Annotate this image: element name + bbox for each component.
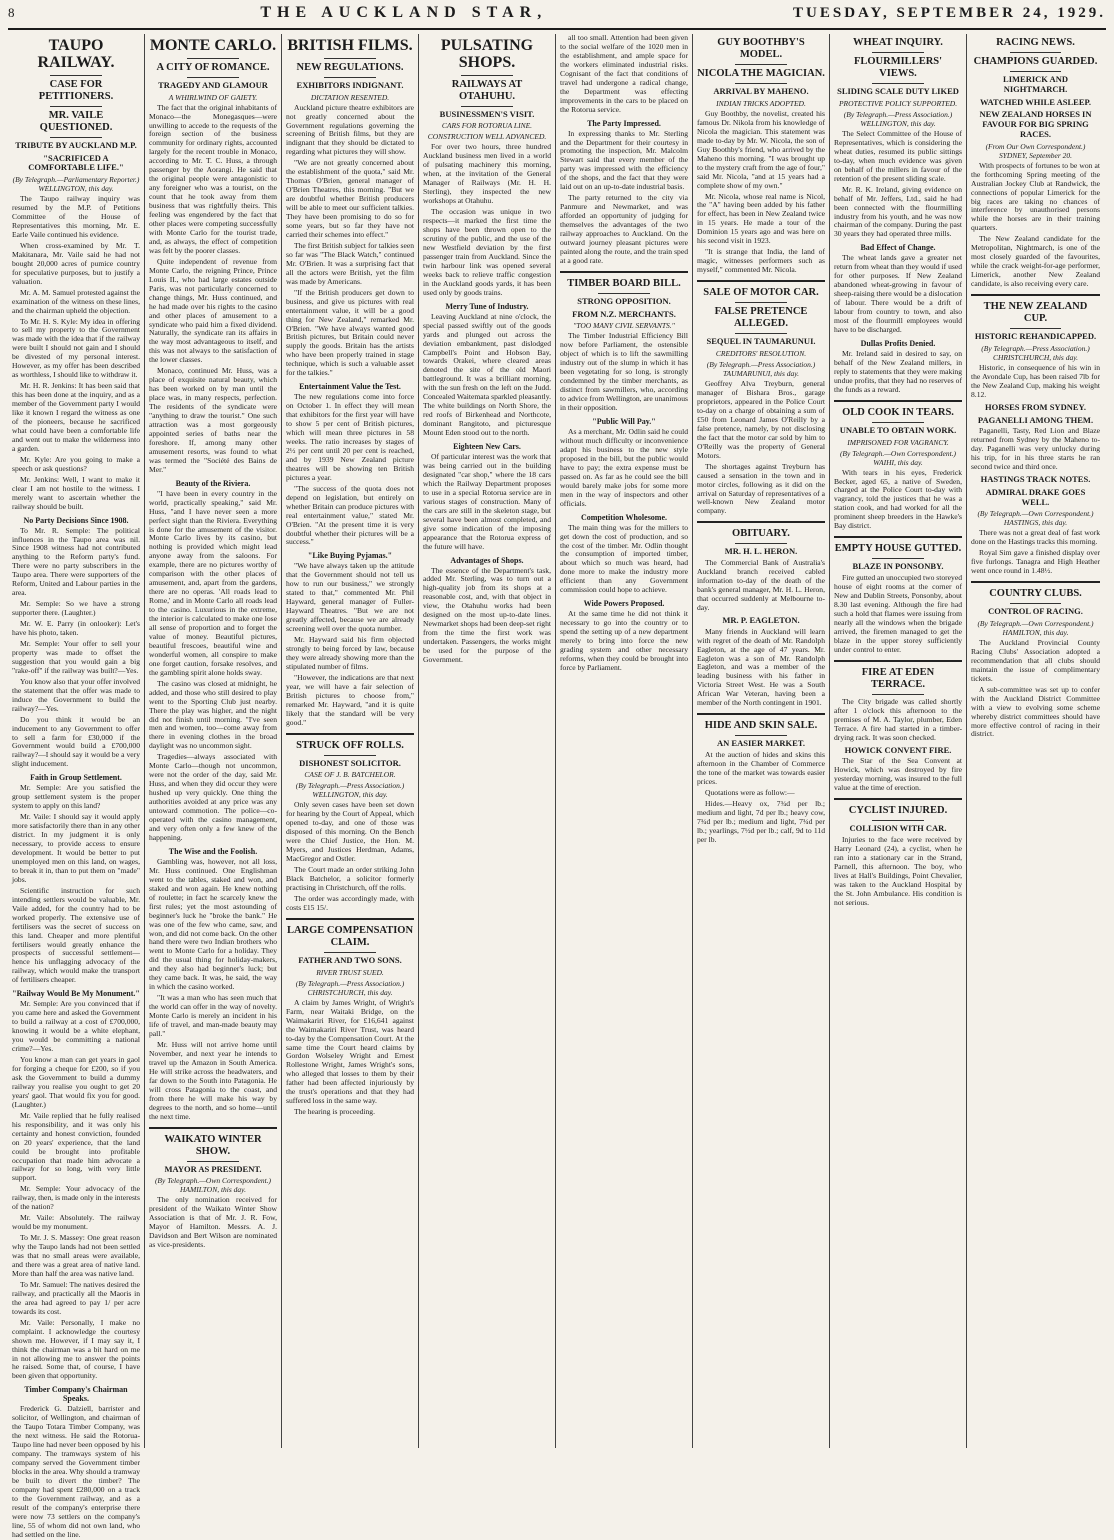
headline-rule [872,820,923,821]
subheadline: STRONG OPPOSITION. [577,295,671,306]
paragraph: The Taupo railway inquiry was resumed by the M.P. of Petitions Committee of the House of Representatives this morning, Mr. E. Earle Vaile continued his evidence. [12,194,140,239]
paragraph: "We are not greatly concerned about the establishment of the quota," said Mr. Thomas O'Brien, general manager of O'Brien Theatres, this morning. "But we are doubtful whether British producers will be able to meet our sufficient talkies. They have been promising to do so for some years, but so far they have not carried their schemes into effect." [286,158,414,239]
headline-rule [1010,603,1062,604]
paragraph: Mr. Jenkins: Well, I want to make it clear I am not hostile to the witness. I merely want to ascertain whether the railway should be built. [12,474,140,511]
paragraph: Injuries to the face were received by Harry Leonard (24), a cyclist, when he ran into a stationary car in the Strand, Parnell, this afternoon. The boy, who lives at Hall's Buildings, Point Chevalier, was taken to the Auckland Hospital by the St. John Ambulance. His condition is not serious. [834,834,962,907]
section-subhead: Faith in Group Settlement. [30,773,122,783]
paragraph: Do you think it would be an inducement to any Government to offer to sell a farm for £30,000 if the Government would build a £700,000 railway?—I should say it would be a very slight inducement. [12,714,140,769]
paragraph: The main thing was for the millers to get down the cost of production, and so the cost of the timber. Mr. Odlin thought the consumption of imported timber, about which so much was heard, had done more to make the industry more efficient than any Government commission could hope to achieve. [560,522,688,595]
masthead [8,4,1106,30]
paragraph: Mr. Vaile: Personally, I make no complaint. I acknowledge the courtesy shown me. However, if I may say it, I think the chairman was a bit hard on me in not allowing me to answer the points he raised. Some that, of course, I have been given that opportunity. [12,1317,140,1381]
dateline: (By Telegraph.—Own Correspondent.) HASTINGS, this day. [977,509,1094,528]
paragraph: Only seven cases have been set down for hearing by the Court of Appeal, which opened to-day, and one of those was disposed of this morning. On the Bench were the Chief Justice, the Hon. M. Myers, and Justices Herdman, Adams, MacGregor and Ostler. [286,800,414,864]
paragraph: Gambling was, however, not all loss, Mr. Huss continued. One Englishman went to the tables, staked and won, and staked and won again. He knew nothing of roulette; in fact he scarcely knew the first rules; yet the most astounding of beginner's luck he "broke the bank." He was one of the few who came, saw, and won, and did not come back. On the other hand there were two Indian brothers who went to Monte Carlo for a holiday. They did the usual thing for holiday-makers, and they also had beginner's luck; but they came back. It was, he said, the way in which the casino worked. [149,856,277,992]
dateline: INDIAN TRICKS ADOPTED. [716,98,806,108]
paragraph: The casino was closed at midnight, he added, and those who still desired to play went to the Sporting Club just nearby. There the play was higher, and the night did not finish until morning. "I've seen men and women, too—come away from there in evening clothes in the broad daylight was no uncommon sight. [149,678,277,751]
section-subhead: Timber Company's Chairman Speaks. [24,1385,128,1404]
paragraph: There was not a great deal of fast work done on the Hastings tracks this morning. [971,528,1100,547]
section-subhead: Wide Powers Proposed. [583,599,665,609]
paragraph: Mr. R. K. Ireland, giving evidence on behalf of Mr. Jeffers, Ltd., said he had been connected with the flourmilling industry from his youth, and he was now chairman of the company. During the past 30 years they had operated three mills. [834,184,962,239]
paragraph: Mr. Semple: So we have a strong supporter there. (Laughter.) [12,599,140,618]
column-1 [8,34,145,1539]
paragraph: To Mr. R. Semple: The political influences in the Taupo area was nil. Since 1908 witness had not contributed anything to the Reform party's fund. There were no party subscribers in the Taupo area. There were supporters of the Reform, United and Labour parties in the area. [12,525,140,598]
section-subhead: The Party Impressed. [587,118,661,128]
headline: MONTE CARLO. [149,37,277,54]
paragraph: You know a man can get years in gaol for forging a cheque for £200, so if you ask the Government to build a dummy railway you realise you ought to get 20 years' gaol. That would fix you for good. (Laughter.) [12,1055,140,1109]
headline-rule [50,137,101,138]
column-rule [697,280,825,282]
dateline: (From Our Own Correspondent.) SYDNEY, September 20. [985,141,1086,160]
headline: OBITUARY. [732,528,790,540]
paragraph: The wheat lands gave a greater net return from wheat than they would if used for other purposes. If New Zealand abandoned wheat-growing in favour of sheep-raising there would be a dislocation of labour. There would be a drift of labour from country to town, and also most of the flourmill employees would have to be discharged. [834,253,963,335]
headline-rule [1010,71,1062,72]
headline: WHEAT INQUIRY. [853,37,943,48]
headline-rule [187,77,238,78]
headline: CHAMPIONS GUARDED. [973,56,1098,68]
dateline: (By Telegraph.—Own Correspondent.) HAMILTON, this day. [154,1176,272,1195]
dateline: (By Telegraph.—Press Association.) CHRISTCHURCH, this day. [295,978,405,997]
paragraph: Geoffrey Alva Treyburn, general manager of Bishara Bros., garage proprietors, appeared in the Police Court to-day on a charge of obtaining a sum of £50 from Leonard James O'Reilly by a false pretence, namely, by not disclosing the fact that the motor car sold by him to O'Reilly was the property of General Motors. [697,379,825,460]
subheadline: ARRIVAL BY MAHENO. [713,86,809,97]
paragraph: Mr. Semple: Your advocacy of the railway, then, is made only in the interests of the nation? [12,1184,140,1212]
paragraph: A sub-committee was set up to confer with the Auckland District Committee with a view to evolving some scheme whereby district committees should have more effective control of racing in their district. [971,684,1100,739]
paragraph: Mr. Vaile: I should say it would apply more satisfactorily there than in any other district. In my judgment it is only necessary, to provide access to ensure development. It would be better to put unemployed men on this land, on wages, to break it in, than to put them on "made" jobs. [12,812,140,884]
paragraph: Mr. Vaile replied that he fully realised his responsibility, and it was only his certainty and honest conviction, founded on 20 years' experience, that the land could be brought into profitable occupation that made him advocate a railway for so long, with very little support. [12,1110,140,1183]
paragraph: Guy Boothby, the novelist, created his famous Dr. Nikola from his knowledge of Nicola the magician. This statement was made to-day by Mr. W. Nicola, the son of Guy Boothby's friend, who arrived by the Maheno this morning. "I was brought up to the mystery craft from the age of four," said Mr. Nicola, "and at 15 years had a complete show of my own." [697,108,825,190]
headline: THE NEW ZEALAND CUP. [983,301,1088,325]
paragraph: Mr. Huss will not arrive home until November, and next year he intends to travel up the Amazon in South America. He will strike across the headwaters, and far down to the South into Patagonia. He will cross Patagonia to the coast, and from there he will make his way by degrees to the north, and so home—until the next time. [149,1039,277,1121]
paragraph: "The success of the quota does not depend on legislation, but entirely on whether Britain can produce pictures with real entertainment value," stated Mr. O'Brien. "At the present time it is very doubtful whether their pictures will be a success." [286,483,414,547]
paragraph: Tragedies—always associated with Monte Carlo—though not uncommon, were not the order of the day, said Mr. Huss, and when they did occur they were hushed up very quickly. One thing the authorities avoided at any price was any untoward commotion. The police—co-operated with the casino management, and very often only a few knew of the happening. [149,752,277,842]
section-subhead: Beauty of the Riviera. [175,478,251,488]
headline-rule [187,58,238,59]
issue-date: TUESDAY, SEPTEMBER 24, 1929. [793,5,1106,21]
paragraph: For over two hours, three hundred Auckland business men lived in a world of pulsating machinery this morning, when, at the invitation of the General Manager of Railways (Mr. H. H. Sterling), they inspected the new workshops at Otahuhu. [423,142,551,206]
subheadline: UNABLE TO OBTAIN WORK. [839,424,957,435]
paragraph: The occasion was unique in two respects—it marked the first time the shops have been thrown open to the scrutiny of the public, and the use of the new Westfield deviation by the first passenger train from Auckland. Since the twin harbour link was opened several weeks back to relieve traffic congestion in the Auckland goods yards, it has been used only by goods trains. [423,207,551,297]
headline-rule [324,952,375,953]
subheadline: HISTORIC REHANDICAPPED. [974,331,1097,342]
paragraph: To Mr. H. S. Kyle: My idea in offering to sell my property to the Government was made with the idea that if the railway were built I should not gain and I should be divested of my personal interest. However, as my offer has been described as worthless, I should like to withdraw it. [12,316,140,380]
column-rule [697,713,825,715]
dateline: DICTATION RESENTED. [310,92,390,102]
paragraph: "We have always taken up the attitude that the Government should not tell us how to run our business," we strongly stated to that," commented Mr. Phil Hayward, general manager of Fuller-Hayward Theatres. "But we are not greatly affected, because we are already screening well over the quota number. [286,561,414,634]
column-rule [834,798,962,800]
headline-rule [872,422,923,423]
paragraph: Leaving Auckland at nine o'clock, the special passed swiftly out of the goods yards and plunged out across the deviation embankment, past dislodged Campbell's Point and Hobson Bay, towards Orakei, where cleared areas denoted the site of the old Maori battleground. It was a brilliant morning, with the sun fresh on the left on the Judd. Concealed Waitemata sparkled pleasantly. The white buildings on North Shore, the red roofs of Birkenhead and Northcote, dominant Rangitoto, and picturesque Mount Eden stood out to the north. [423,311,551,438]
headline: RAILWAYS AT OTAHUHU. [451,78,523,102]
paragraph: Auckland picture theatre exhibitors are not greatly concerned about the Government regulations governing the screening of British films, but they are indignant that they should be dictated to regarding what pictures they will show. [286,102,414,157]
paragraph: Royal Sim gave a finished display over five furlongs. Tanagra and High Heather went once round in 1.48½. [971,548,1100,576]
subheadline: LIMERICK AND NIGHTMARCH. [1003,74,1068,94]
column-rule [560,271,688,273]
dateline: CASE OF J. B. BATCHELOR. [304,770,396,780]
paragraph: When cross-examined by Mr. T. Makitanara, Mr. Vaile said he had not bought 20,000 acres of pumice country for speculative purposes, but to justify a valuation. [12,240,140,286]
headline-rule [324,58,375,59]
subheadline: MR. P. EAGLETON. [722,614,800,625]
subheadline: SEQUEL IN TAUMARUNUI. [706,336,816,347]
paragraph: Mr. Semple: Are you convinced that if you came here and asked the Government to build a railway at a cost of £700,000, knowing it would be a white elephant, you would be committing a national crime?—Yes. [12,999,140,1054]
headline: FIRE AT EDEN TERRACE. [861,666,935,690]
headline-rule [1010,328,1062,329]
column-rule [834,660,962,662]
headline-rule [1010,52,1062,53]
headline: RACING NEWS. [996,37,1075,48]
headline: A CITY OF ROMANCE. [156,61,270,73]
paragraph: "It was a man who has seen much that the world can offer in the way of novelty. Monte Carlo is merely an incident in his life of travel, and man-made beauty may pall." [149,993,277,1038]
section-subhead: "Like Buying Pyjamas." [307,551,393,561]
headline-rule [735,543,786,544]
headline: LARGE COMPENSATION CLAIM. [286,924,414,948]
column-rule [149,1127,277,1129]
headline-rule [735,333,786,334]
subheadline: EXHIBITORS INDIGNANT. [296,79,404,90]
headline: SALE OF MOTOR CAR. [703,287,819,299]
subheadline: HOWICK CONVENT FIRE. [844,744,952,755]
dateline: RIVER TRUST SUED. [316,967,384,977]
subheadline: TRIBUTE BY AUCKLAND M.P. [15,139,137,150]
column-5 [556,34,693,1448]
paragraph: Of particular interest was the work that was being carried out in the building designated "car shop," where the 18 cars which the Railway Department proposes to use in a special Rotorua service are in various stages of construction. Many of the cars are still in the skeleton stage, but several have been almost completed, and give some indication of the imposing appearance that the Rotorua express of the future will have. [423,452,551,551]
paragraph: Mr. H. R. Jenkins: It has been said that this has been done at the inquiry, and as a member of the Government party I would like it known I regard the witness as one of the pioneers, because he sacrificed what could have been a comfortable life and went out to make the wilderness into a garden. [12,381,140,453]
paragraph: Mr. Semple: Your offer to sell your property was made to offset the suggestion that you would gain a big "rake-off" if the railway was built?—Yes. [12,638,140,675]
paragraph: A claim by James Wright, of Wright's Farm, near Waitaki Bridge, on the Waimakariri River, for £16,641 against the Waimakariri River Trust, was heard to-day by the Compensation Court. At the same time the Court heard claims by Gordon Wolseley Wright and Ernest Rollestone Wright, James Wright's sons, who alleged that losses to them by their father had been affected injuriously by the trust's operations and that they had suffered loss in the same way. [286,997,414,1106]
page-number: 8 [8,5,15,20]
paragraph: The fact that the original inhabitants of Monaco—the Monegasques—were unwilling to accede to the requests of the foreign section of the business community for ordinary rights, accounted largely for the recent trouble in Monaco, according to Mr. T. C. Huss, a through passenger by the Aorangi. He said that the original people were antagonistic to any foreigner who was a tourist, on the count that he took away from them business that was rightfully theirs. This feeling was engendered by the fact that other places were competing successfully with Monte Carlo for the tourist trade, and, as always, the effect of competition was felt by the poorer classes. [149,102,277,255]
dateline: (By Telegraph.—Press Association.) TAUMARUNUI, this day. [706,360,816,379]
paragraph: The Star of the Sea Convent at Howick, which was destroyed by fire yesterday morning, was insured to the full value at the time of erection. [834,756,963,793]
columns-container [8,33,1106,1539]
headline: NICOLA THE MAGICIAN. [697,68,825,80]
dateline: PROTECTIVE POLICY SUPPORTED. [838,98,958,108]
column-rule [971,294,1100,296]
subheadline: TRAGEDY AND GLAMOUR [158,79,268,90]
paragraph: At the same time he did not think it necessary to go into the country or to spend the setting up of a new department merely to bring into force the new grading system and other necessary reforms, when they could be brought into force by Parliament. [560,609,688,672]
paragraph: "I have been in every country in the world, practically speaking," said Mr. Huss, "and I have never seen a more perfect sight than the Riviera. Everything is done for the amusement of the visitor. Monte Carlo lives by its casino, but nothing is provided which might lead anyone away from the saloons. For example, there are no pictures worthy of comparison with the other places of amusement, and, apart from the gardens, there are no operas. 'All roads lead to Rome,' and in Monte Carlo all roads lead to the casino. Luxurious in the extreme, the interior is calculated to make one lose all sense of proportion and to forget the value of money. Beautiful pictures, beautiful frescoes, beautiful wine and wonderful women, all conspire to make one forget caution, forsake resolves, and the gambling spirit alone holds sway. [149,488,277,677]
column-3 [282,34,419,1448]
column-2 [145,34,282,1448]
paragraph: Mr. Ireland said in desired to say, on behalf of the New Zealand millers, in reply to statements that they were making undue profits, that they had no reserves of the funds as a reward. [834,348,962,394]
column-rule [286,918,414,920]
paragraph: Fire gutted an unoccupied two storeyed house of eight rooms at the corner of New and Dublin Streets, Ponsonby, about 8.30 last evening. Although the fire had such a hold that flames were issuing from nearly all the windows when the brigade arrived, the firemen managed to get the blaze in the upper storey sufficiently under control to enter. [834,573,962,654]
paragraph: The hearing is proceeding. [294,1107,375,1117]
headline-rule [735,64,786,65]
paragraph: As a merchant, Mr. Odlin said he could without much difficulty or inconvenience adapt his business to the new style proposed in the bill, but the public would have to pay; the extra expense must be passed on. As far as he could see the bill would barely make jobs for some more men in the way of inspectors and other officials. [560,427,688,508]
headline: WAIKATO WINTER SHOW. [164,1133,262,1157]
subheadline: FROM N.Z. MERCHANTS. [572,308,676,319]
dateline: (By Telegraph.—Press Association.) WELLINGTON, this day. [295,781,405,800]
paragraph: Quotations were as follow:— [705,787,795,797]
subheadline: HORSES FROM SYDNEY. [985,401,1086,412]
headline-rule [872,83,923,84]
paragraph: The order was accordingly made, with costs £15 15/. [286,893,414,912]
headline-rule [324,755,375,756]
headline-rule [461,106,512,107]
paragraph: The shortages against Treyburn has caused a sensation in the town and in motor circles, following as it did on the arrival on Saturday of representatives of a well-known New Zealand motor company. [697,461,825,516]
paragraph: The first British subject for talkies seen so far was "The Black Watch," continued Mr. O'Brien. It was a surprising fact that all the actors were British, yet the film was made by Americans. [286,240,414,286]
subheadline: SLIDING SCALE DUTY LIKED [837,86,959,97]
paragraph: The Commercial Bank of Australia's Auckland branch received cabled information to-day of the death of the bank's general manager, Mr. H. L. Heron, that occurred suddenly at Melbourne to-day. [697,558,825,612]
dateline: A WHIRLWIND OF GAIETY. [168,92,258,102]
paragraph: Mr. Vaile: Absolutely. The railway would be my monument. [12,1213,140,1232]
headline: PULSATING SHOPS. [440,37,534,71]
column-rule [834,400,962,402]
headline: COUNTRY CLUBS. [989,588,1082,600]
headline-rule [872,558,923,559]
subheadline: BLAZE IN PONSONBY. [852,561,944,572]
dateline: (By Telegraph.—Press Association.) CHRISTCHURCH, this day. [981,343,1090,362]
paragraph: With prospects of fortunes to be won at the forthcoming Spring meeting of the Australian Jockey Club at Randwick, the connections of popular Limerick for the big races are taking no chances of interference by unauthorised persons while the horses are in their training quarters. [971,160,1100,233]
paragraph: Quite independent of revenue from Monte Carlo, the reigning Prince, Prince Louis II., who had large estates outside Paris, was not particularly concerned to change things, Mr. Huss continued, and he had made over his rights to the casino and other places of amusement to a syndicate who paid him a fixed dividend. Naturally, the syndicate ran its affairs in the way most advantageous to itself, and this was not always to the satisfaction of the lower classes. [149,256,277,365]
headline: TAUPO RAILWAY. [37,37,115,71]
section-subhead: The Wise and the Foolish. [168,846,258,856]
headline: STRUCK OFF ROLLS. [296,739,404,751]
section-subhead: Dullas Profits Denied. [860,338,936,348]
subheadline: MAYOR AS PRESIDENT. [164,1163,262,1174]
headline: EMPTY HOUSE GUTTED. [834,543,962,555]
section-subhead: Competition Wholesome. [580,512,668,522]
headline-rule [735,735,786,736]
headline-rule [872,694,923,695]
paragraph: Scientific instruction for such intending settlers would be valuable, Mr. Vaile added, for the country had to be worked properly. The extensive use of fertilisers was the secret of success on this land. Cheaper and more plentiful fertilisers would greatly enhance the prospects of successful settlement—hence his unflagging advocacy of the railway, which would make the transport of fertilisers cheaper. [12,885,140,985]
headline-rule [872,52,923,53]
subheadline: WATCHED WHILE ASLEEP. [979,96,1092,107]
paragraph: The new regulations come into force on October 1. In effect they will mean that exhibitors for the first year will have to show 5 per cent of British pictures, which will mean three pictures in 58 weeks. The ratio increases by stages of 2½ per cent until 20 per cent is reached, and by 1939 New Zealand picture theatres will be showing ten British pictures a year. [286,392,414,482]
paragraph: The Auckland Provincial County Racing Clubs' Association adopted a recommendation that all clubs should maintain the issue of complimentary tickets. [971,637,1100,683]
headline-rule [50,106,101,107]
headline-rule [735,83,786,84]
section-subhead: "Public Will Pay." [592,417,656,427]
headline: FLOURMILLERS' VIEWS. [853,56,943,80]
paragraph: Paganelli, Tasty, Red Lion and Blaze returned from Sydney by the Maheno to-day. Paganelli was very unlucky during his trip, for in his three starts he ran second twice and third once. [971,426,1100,472]
dateline: CREDITORS' RESOLUTION. [715,349,807,359]
paragraph: Mr. W. E. Parry (in onlooker): Let's have his photo, taken. [12,619,140,638]
paragraph: "If the British producers get down to business, and give us pictures with real entertainment value, it will be a good thing for New Zealand," remarked Mr. O'Brien. "We have always wanted good British pictures, but Britain could never supply the goods. Britain has the artists who have been properly trained in stage technique, which is such a valuable asset for the talkies." [286,287,414,378]
subheadline: COLLISION WITH CAR. [849,823,947,834]
dateline: IMPRISONED FOR VAGRANCY. [847,437,949,447]
headline: CASE FOR PETITIONERS. [38,78,114,102]
section-subhead: Advantages of Shops. [450,555,524,565]
headline-rule [187,1161,238,1162]
headline-rule [50,75,101,76]
paragraph: To Mr. Samuel: The natives desired the railway, and practically all the Maoris in the area had agreed to pay 1/ per acre towards its cost. [12,1279,140,1316]
subheadline: FATHER AND TWO SONS. [298,954,402,965]
dateline: CONSTRUCTION WELL ADVANCED. [427,132,547,142]
headline: TIMBER BOARD BILL. [567,277,681,289]
subheadline: CONTROL OF RACING. [988,606,1083,617]
paragraph: With tears in his eyes, Frederick Becker, aged 65, a native of Sweden, charged at the Police Court to-day with vagrancy, told the justices that he was a station cook, and had worked for all the prominent sheep breeders in the Hawke's Bay district. [834,467,962,531]
paragraph: all too small. Attention had been given to the social welfare of the 1020 men in the establishment, and ample space for the workers eliminated industrial risks. Cognisant of the fact that conditions of travel had undergone a radical change, the Department was effecting improvements in the cars to be placed on the Rotorua service. [560,33,688,114]
column-rule [286,733,414,735]
column-rule [971,581,1100,583]
column-rule [697,521,825,523]
paragraph: You know also that your offer involved the statement that the offer was made to induce the Government to build the railway?—Yes. [12,676,140,713]
paragraph: Mr. Kyle: Are you going to make a speech or ask questions? [12,454,140,473]
dateline: (By Telegraph.—Own Correspondent.) HAMILTON, this day. [977,618,1094,637]
dateline: (By Telegraph.—Parliamentary Reporter.) WELLINGTON, this day. [12,175,140,194]
section-subhead: "Railway Would Be My Monument." [12,989,140,999]
paragraph: The New Zealand candidate for the Metropolitan, Nightmarch, is one of the most closely guarded of the favourites, while the crack weight-for-age performer, Limerick, another New Zealand candidate, is also receiving every care. [971,234,1100,289]
paragraph: Monaco, continued Mr. Huss, was a place of exquisite natural beauty, which has been worked on by man until the place was, in many respects, perfection. The residents of the syndicate were "anything to draw the tourist." One such attraction was a most gorgeously appointed series of baths near the foreshore. If, among many other amusement resorts, was found to what was termed the "Société des Bains de Mer." [149,366,277,474]
column-4 [419,34,556,1448]
headline-rule [324,77,375,78]
section-subhead: No Party Decisions Since 1908. [23,515,129,525]
headline-rule [598,293,649,294]
paragraph: "It is strange that India, the land of magic, witnesses performers such as myself," commented Mr. Nicola. [697,247,825,275]
subheadline: NEW ZEALAND HORSES IN FAVOUR FOR BIG SPRING RACES. [979,109,1092,139]
subheadline: BUSINESSMEN'S VISIT. [439,108,535,119]
section-subhead: Bad Effect of Change. [860,243,936,253]
paragraph: The City brigade was called shortly after 1 o'clock this afternoon to the premises of M. A. Taylor, plumber, Eden Terrace. A fire had started in a timber-drying rack. It was soon checked. [834,696,962,742]
paragraph: The Court made an order striking John Black Batchelor, a solicitor formerly practising in Christchurch, off the rolls. [286,865,414,892]
paragraph: In expressing thanks to Mr. Sterling and the Department for their courtesy in promoting the inspection, Mr. Malcolm Stewart said that every member of the party was impressed with the efficiency of the shops, and the fact that they were laid out on an up-to-date industrial basis. [560,128,688,192]
dateline: "TOO MANY CIVIL SERVANTS." [573,321,675,331]
paragraph: The Select Committee of the House of Representatives, which is considering the wheat duties, resumed its public sittings to-day, when much evidence was given on behalf of the millers in favour of the retention of the present sliding scale. [834,128,962,183]
paragraph: Mr. A. M. Samuel protested against the examination of the witness on these lines, and the chairman upheld the objection. [12,287,140,315]
headline: NEW REGULATIONS. [296,61,404,73]
section-subhead: Eighteen New Cars. [453,442,521,452]
paragraph: To Mr. J. S. Massey: One great reason why the Taupo lands had not been settled was that no small areas were available, and there was a great area of native land. More than half the area was native land. [12,1233,140,1278]
paragraph: Many friends in Auckland will learn with regret of the death of Mr. Randolph Eagleton, at the age of 47 years. Mr. Eagleton was a son of Mr. Randolph Eagleton, and was a member of the leading business with his father in Victoria Street West. He was a South African War Veteran, having been a member of the North contingent in 1901. [697,626,825,708]
headline: CYCLIST INJURED. [848,805,948,817]
paragraph: Historic, in consequence of his win in the Avondale Cup, has been raised 7lb for the New Zealand Cup, making his weight 8.12. [971,362,1100,399]
headline: BRITISH FILMS. [287,37,413,54]
dateline: CARS FOR ROTORUA LINE. [441,121,533,131]
headline: GUY BOOTHBY'S MODEL. [717,37,805,61]
paper-title: THE AUCKLAND STAR, [260,4,548,21]
subheadline: MR. H. L. HERON. [724,546,798,557]
subheadline: PAGANELLI AMONG THEM. [977,414,1094,425]
paragraph: Mr. Nicola, whose real name is Nicol, the "A" having been added by his father for effect, has been in New Zealand twice in 15 years. He made a tour of the Dominion 15 years ago and was here on his second visit in 1923. [697,191,825,246]
subheadline: "SACRIFICED A COMFORTABLE LIFE." [28,152,124,173]
headline: MR. VAILE QUESTIONED. [39,109,113,133]
column-8 [967,34,1104,1448]
section-subhead: Merry Tune of Industry. [445,301,529,311]
headline: HIDE AND SKIN SALE. [704,720,818,732]
paragraph: Mr. Hayward said his firm objected strongly to being forced by law, because they were already showing more than the stipulated number of films. [286,635,414,671]
headline-rule [461,75,512,76]
paragraph: Frederick G. Dalziell, barrister and solicitor, of Wellington, and chairman of the Taupo Totara Timber Company, was the next witness. He said the Rotorua-Taupo line had never been opposed by his company. The tramways system of his company served the Government timber blocks in the area. Why should a tramway be built to divert the timber? The company had spent £280,000 on a track to the Government railway, and as a result of the company's enterprise there were now 73 settlers on the company's line, 55 of whom did not own land, who had settled on the line. [12,1404,140,1539]
paragraph: "However, the indications are that next year, we will have a fair selection of British pictures to choose from," remarked Mr. Hayward, "and it is quite likely that the standard will be very good." [286,672,414,727]
subheadline: HASTINGS TRACK NOTES. [980,474,1091,485]
paragraph: The party returned to the city via Panmure and Newmarket, and was afforded an opportunity of judging for themselves the advantages of the two railway approaches to Auckland. On the outward journey pleasant pictures were painted along the route, and the train sped at a good rate. [560,193,688,265]
dateline: (By Telegraph.—Press Association.) WELLINGTON, this day. [843,109,953,128]
subheadline: ADMIRAL DRAKE GOES WELL. [985,486,1086,507]
column-rule [834,536,962,538]
column-7 [830,34,967,1448]
paragraph: The Timber Industrial Efficiency Bill now before Parliament, the ostensible object of which is to lift the sawmilling industry out of the slump in which it has been vegetating for so long, is strongly condemned by the timber merchants, as distinct from sawmillers, who, according to advice from Wellington, are unanimous in their opposition. [560,331,688,413]
paragraph: At the auction of hides and skins this afternoon in the Chamber of Commerce the tone of the market was towards easier prices. [697,750,825,786]
section-subhead: Entertainment Value the Test. [299,382,401,392]
column-6 [693,34,830,1448]
paragraph: The only nomination received for president of the Waikato Winter Show Association is that of Mr. J. R. Fow, Mayor of Hamilton. Messrs. A. J. Davidson and Bert Wilson are nominated as vice-presidents. [149,1195,277,1250]
headline: FALSE PRETENCE ALLEGED. [714,306,808,330]
subheadline: DISHONEST SOLICITOR. [299,757,401,768]
headline: OLD COOK IN TEARS. [842,406,954,418]
paragraph: Hides.—Heavy ox, 7¾d per lb.; medium and light, 7d per lb.; heavy cow, 7¾d per lb.; medium and light, 7¾d per lb.; yearlings, 7½d per lb.; calf, 9d to 11d per lb. [697,798,825,844]
headline-rule [735,302,786,303]
paragraph: The essence of the Department's task, added Mr. Sterling, was to turn out a high-quality job from its shops at a reasonable cost, and, with that object in view, the Otahuhu works had been designed on the most up-to-date lines. Newmarket shops had been deep-set right from the time the first work was undertaken. Passengers, the works might be used for the purpose of the Government. [423,565,551,665]
subheadline: AN EASIER MARKET. [717,738,805,749]
paragraph: Mr. Semple: Are you satisfied the group settlement system is the proper system to apply on this land? [12,783,140,811]
dateline: (By Telegraph.—Own Correspondent.) WAIHI, this day. [839,448,957,467]
